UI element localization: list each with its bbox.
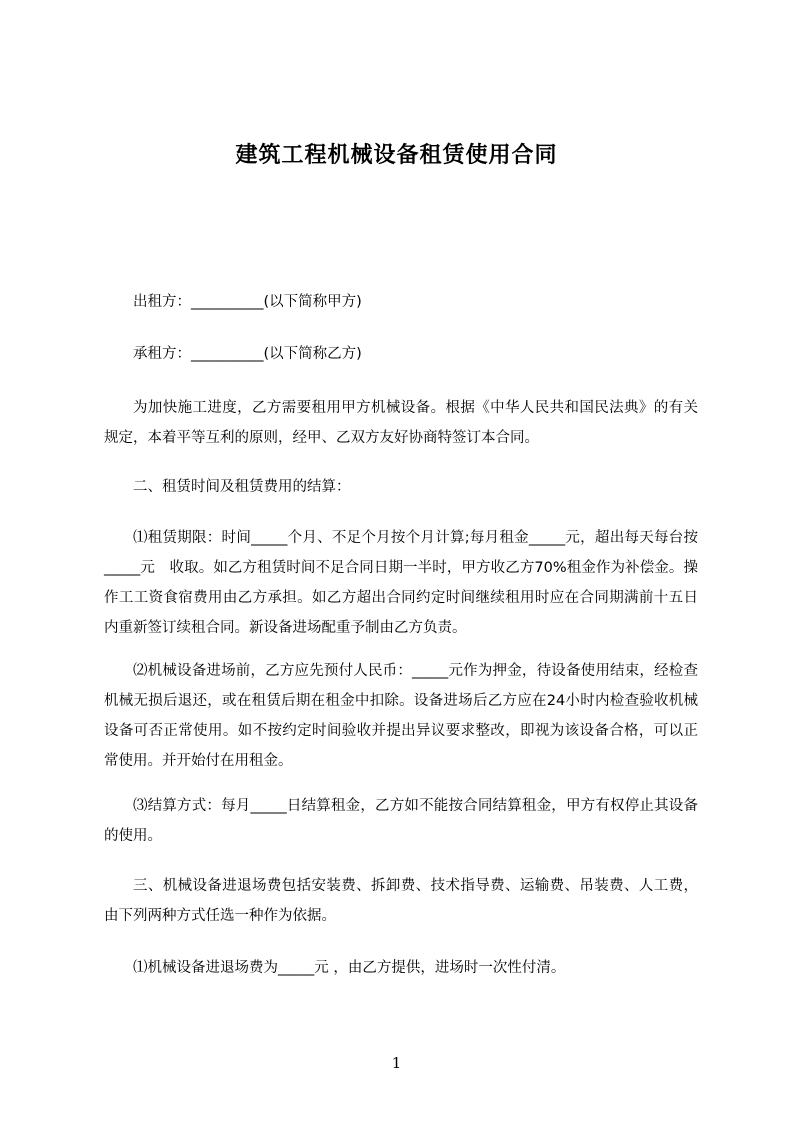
section-2-heading: 二、租赁时间及租赁费用的结算： [133,479,351,495]
section-3-paragraph: 三、机械设备进退场费包括安装费、拆卸费、技术指导费、运输费、吊装费、人工费，由下列两种方式任选一种作为依据。 [104,878,698,924]
clause-3-1: ⑴机械设备进退场费为_____元 ，由乙方提供，进场时一次性付清。 [133,960,566,976]
clause-2-2: ⑵机械设备进场前，乙方应先预付人民币：_____元作为押金，待设备使用结束，经检查机械无损后退还，或在租赁后期在租金中扣除。设备进场后乙方应在24小时内检查验收机械设备可否正常使用。如不按约定时间验收并提出异议要求整改，即视为该设备合格，可以正常使用。并开始付在用租金。 [104,663,698,769]
page-number: 1 [391,1054,402,1072]
clause-2-1: ⑴租赁期限：时间_____个月、不足个月按个月计算;每月租金_____元，超出每天每台按_____元 收取。如乙方租赁时间不足合同日期一半时，甲方收乙方70%租金作为补偿金。操作工工资食宿费用由乙方承担。如乙方超出合同约定时间继续租用时应在合同期满前十五日内重新签订续租合同。新设备进场配重予制由乙方负责。 [104,530,698,636]
clause-2-3: ⑶结算方式：每月_____日结算租金，乙方如不能按合同结算租金，甲方有权停止其设备的使用。 [104,798,698,844]
document-title: 建筑工程机械设备租赁使用合同 [235,143,558,168]
intro-paragraph: 为加快施工进度，乙方需要租用甲方机械设备。根据《中华人民共和国民法典》的有关规定，本着平等互利的原则，经甲、乙双方友好协商特签订本合同。 [104,400,698,446]
lessor-line: 出租方：__________(以下简称甲方) [133,294,362,310]
lessee-line: 承租方：__________(以下简称乙方) [133,346,362,362]
